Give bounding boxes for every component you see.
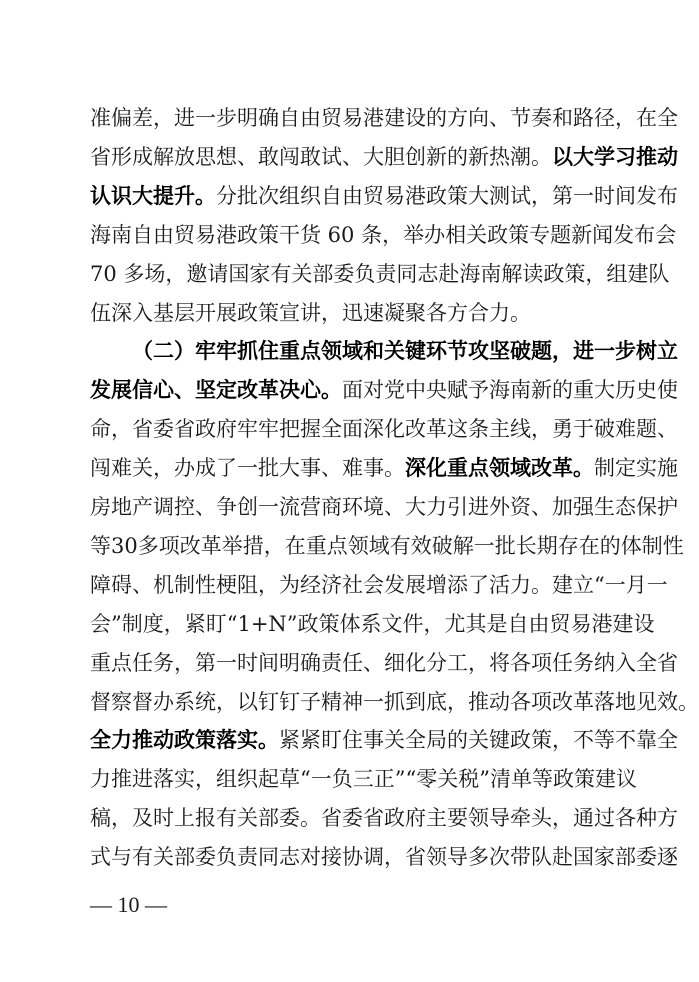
text-line: 重点任务，第一时间明确责任、细化分工，将各项任务纳入全省	[90, 650, 678, 675]
text-line: 稿，及时上报有关部委。省委省政府主要领导牵头，通过各种方	[90, 806, 678, 831]
text-line: 会”制度，紧盯“1+N”政策体系文件，尤其是自由贸易港建设	[90, 611, 655, 636]
bold-heading: 认识大提升。	[90, 183, 216, 208]
bold-heading: 深化重点领域改革。	[405, 456, 594, 481]
section-heading: （二）牢牢抓住重点领域和关键环节攻坚破题，进一步树立	[132, 339, 678, 364]
text-line	[90, 137, 678, 177]
text-line: 伍深入基层开展政策宣讲，迅速凝聚各方合力。	[90, 300, 531, 325]
bold-heading: 发展信心、坚定改革决心。	[90, 378, 342, 403]
text-run: 闯难关，办成了一批大事、难事。	[90, 456, 405, 481]
text-run: 分批次组织自由贸易港政策大测试，第一时间发布	[216, 183, 678, 208]
text-line: 命，省委省政府牢牢把握全面深化改革这条主线，勇于破难题、	[90, 417, 678, 442]
bold-heading: 全力推动政策落实。	[90, 728, 279, 753]
text-line	[90, 720, 678, 760]
text-line: 海南自由贸易港政策干货 60 条，举办相关政策专题新闻发布会	[90, 222, 677, 247]
page-number: — 10 —	[90, 892, 167, 917]
text-line: 等30多项改革举措，在重点领域有效破解一批长期存在的体制性	[90, 533, 684, 558]
text-line	[90, 370, 678, 410]
text-line: 督察督办系统，以钉钉子精神一抓到底，推动各项改革落地见效。	[90, 689, 699, 714]
text-line	[90, 448, 678, 488]
text-line: 准偏差，进一步明确自由贸易港建设的方向、节奏和路径，在全	[90, 106, 678, 130]
text-line	[90, 176, 678, 216]
text-line: 式与有关部委负责同志对接协调，省领导多次带队赴国家部委逐	[90, 845, 678, 870]
text-line: 70 多场，邀请国家有关部委负责同志赴海南解读政策，组建队	[90, 261, 670, 286]
bold-heading: 以大学习推动	[552, 144, 678, 169]
text-run: 面对党中央赋予海南新的重大历史使	[342, 378, 678, 403]
text-run: 省形成解放思想、敢闯敢试、大胆创新的新热潮。	[90, 144, 552, 169]
text-run: 紧紧盯住事关全局的关键政策，不等不靠全	[279, 728, 678, 753]
text-run: 制定实施	[594, 456, 678, 481]
text-line: 障碍、机制性梗阻，为经济社会发展增添了活力。建立“一月一	[90, 572, 668, 597]
text-line: 力推进落实，组织起草“一负三正”“零关税”清单等政策建议	[90, 767, 637, 792]
text-line: 房地产调控、争创一流营商环境、大力引进外资、加强生态保护	[90, 495, 678, 519]
